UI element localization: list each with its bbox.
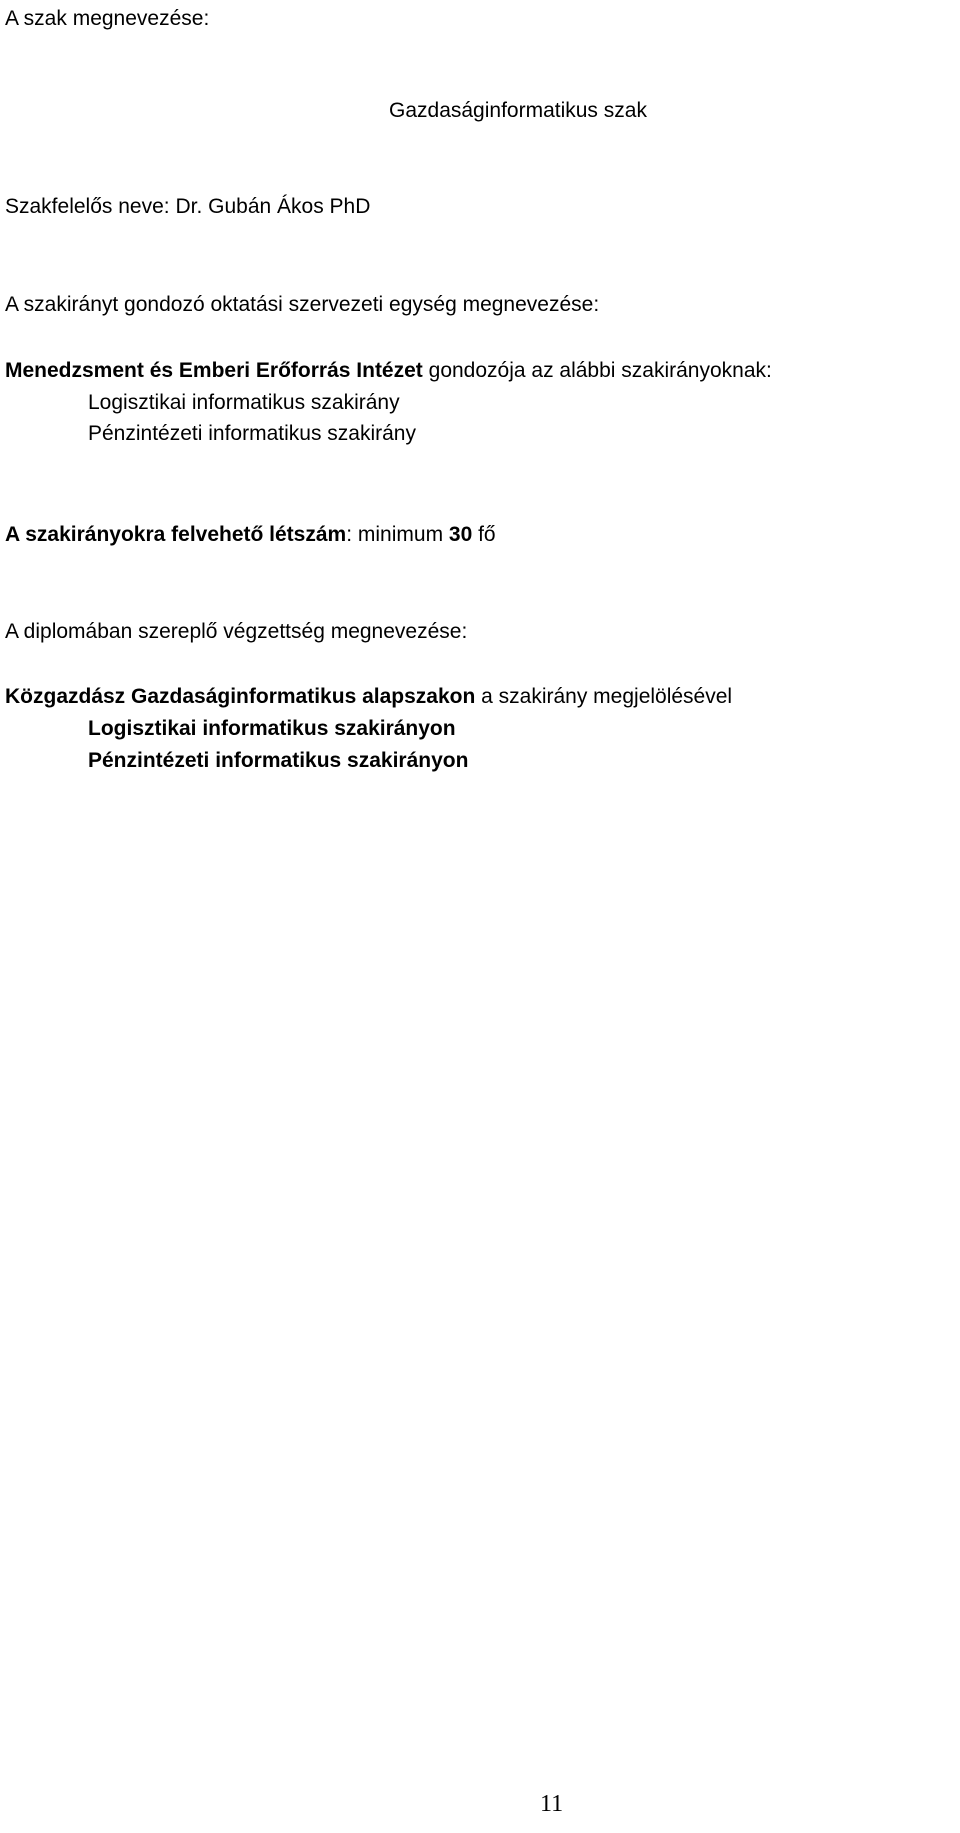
page-number: 11 [540,1791,564,1817]
szakirany-item: Logisztikai informatikus szakirány [88,391,400,414]
vegzettseg-szakirany-item: Pénzintézeti informatikus szakirányon [88,749,469,772]
letszam-unit: fő [472,523,496,546]
egyseg-suffix: gondozója az alábbi szakirányoknak: [428,359,772,382]
letszam-mid: : minimum [346,523,449,546]
letszam-label: A szakirányokra felvehető létszám [5,523,347,546]
letszam-value: 30 [448,523,473,546]
szakfelelos-name: Dr. Gubán Ákos PhD [175,195,371,218]
vegzettseg-szakirany-item: Logisztikai informatikus szakirányon [88,717,456,740]
vegzettseg-name: Közgazdász Gazdaságinformatikus alapszakon [5,685,476,708]
egyseg-name: Menedzsment és Emberi Erőforrás Intézet [5,359,423,382]
szakfelelos-label: Szakfelelős neve: [5,195,170,218]
szakfelelos-row [5,194,370,220]
egyseg-label: A szakirányt gondozó oktatási szervezeti egység megnevezése: [5,293,600,316]
szakirany-item: Pénzintézeti informatikus szakirány [88,422,416,445]
vegzettseg-row [5,684,732,710]
szak-name: Gazdaságinformatikus szak [389,99,647,122]
vegzettseg-label: A diplomában szereplő végzettség megnevezése: [5,620,468,643]
egyseg-row [5,358,772,384]
szak-label: A szak megnevezése: [5,7,210,30]
vegzettseg-suffix: a szakirány megjelölésével [475,685,733,708]
letszam-row [5,522,496,548]
